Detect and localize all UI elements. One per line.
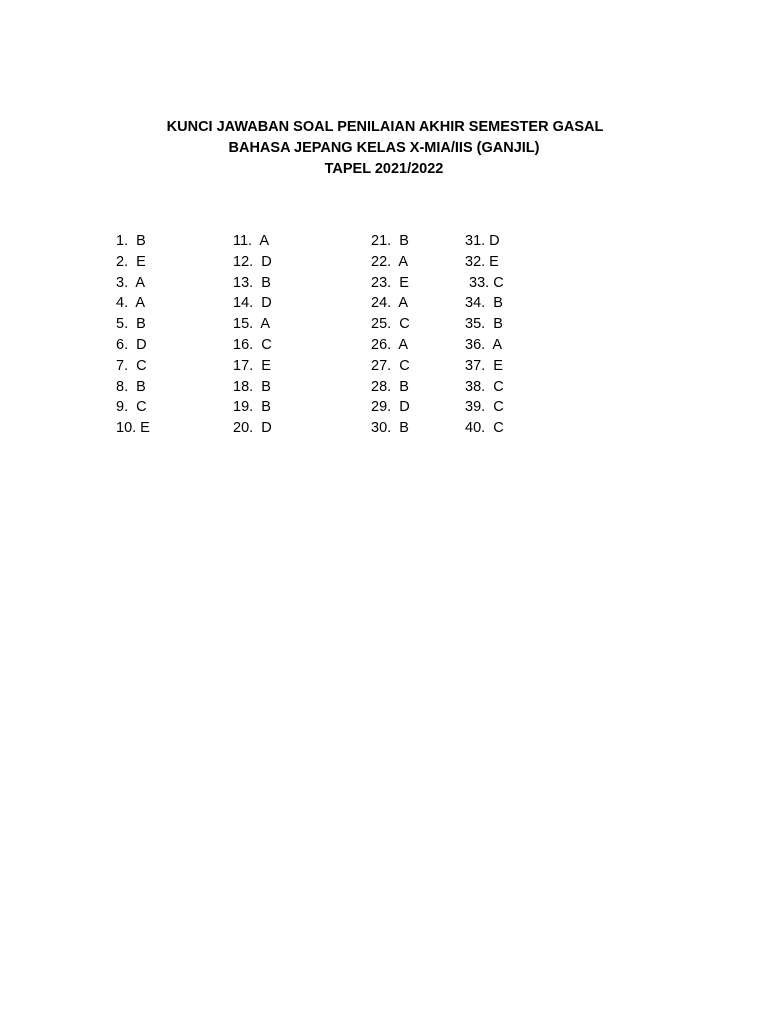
answer-item: 9. C: [116, 399, 147, 416]
answer-item: 6. D: [116, 336, 147, 353]
answer-item: 32. E: [465, 253, 499, 270]
answer-item: 39. C: [465, 399, 504, 416]
answer-item: 16. C: [233, 336, 272, 353]
answer-item: 28. B: [371, 378, 409, 395]
answer-item: 17. E: [233, 357, 271, 374]
answer-item: 23. E: [371, 274, 409, 291]
answer-item: 35. B: [465, 316, 503, 333]
answer-item: 33. C: [465, 274, 504, 291]
document-title: [0, 117, 768, 180]
title-line-1: KUNCI JAWABAN SOAL PENILAIAN AKHIR SEMESTER GASAL: [166, 119, 604, 135]
answer-item: 36. A: [465, 336, 503, 353]
answer-item: 26. A: [371, 336, 409, 353]
answer-item: 21. B: [371, 233, 409, 249]
answer-item: 30. B: [371, 420, 409, 437]
answer-key: [0, 231, 768, 451]
answer-item: 13. B: [233, 274, 271, 291]
answer-item: 19. B: [233, 399, 271, 416]
answer-item: 5. B: [116, 316, 146, 333]
answer-column-2: [233, 231, 272, 439]
answer-item: 12. D: [233, 253, 272, 270]
answer-item: 2. E: [116, 253, 146, 270]
title-line-2: BAHASA JEPANG KELAS X-MIA/IIS (GANJIL): [228, 140, 540, 156]
answer-item: 38. C: [465, 378, 504, 395]
answer-item: 31. D: [465, 233, 500, 249]
answer-item: 8. B: [116, 378, 146, 395]
answer-column-4: [465, 231, 504, 439]
answer-item: 14. D: [233, 295, 272, 312]
answer-item: 10. E: [116, 420, 150, 437]
answer-item: 37. E: [465, 357, 503, 374]
answer-item: 15. A: [233, 316, 271, 333]
answer-item: 1. B: [116, 233, 146, 249]
answer-item: 4. A: [116, 295, 146, 312]
answer-item: 29. D: [371, 399, 410, 416]
answer-column-3: [371, 231, 410, 439]
answer-item: 25. C: [371, 316, 410, 333]
title-line-3: TAPEL 2021/2022: [324, 161, 444, 177]
answer-item: 27. C: [371, 357, 410, 374]
answer-item: 24. A: [371, 295, 409, 312]
answer-item: 7. C: [116, 357, 147, 374]
answer-item: 22. A: [371, 253, 409, 270]
answer-column-1: [116, 231, 150, 439]
answer-item: 3. A: [116, 274, 146, 291]
answer-item: 18. B: [233, 378, 271, 395]
answer-item: 11. A: [233, 233, 270, 249]
answer-item: 40. C: [465, 420, 504, 437]
answer-item: 20. D: [233, 420, 272, 437]
answer-item: 34. B: [465, 295, 503, 312]
